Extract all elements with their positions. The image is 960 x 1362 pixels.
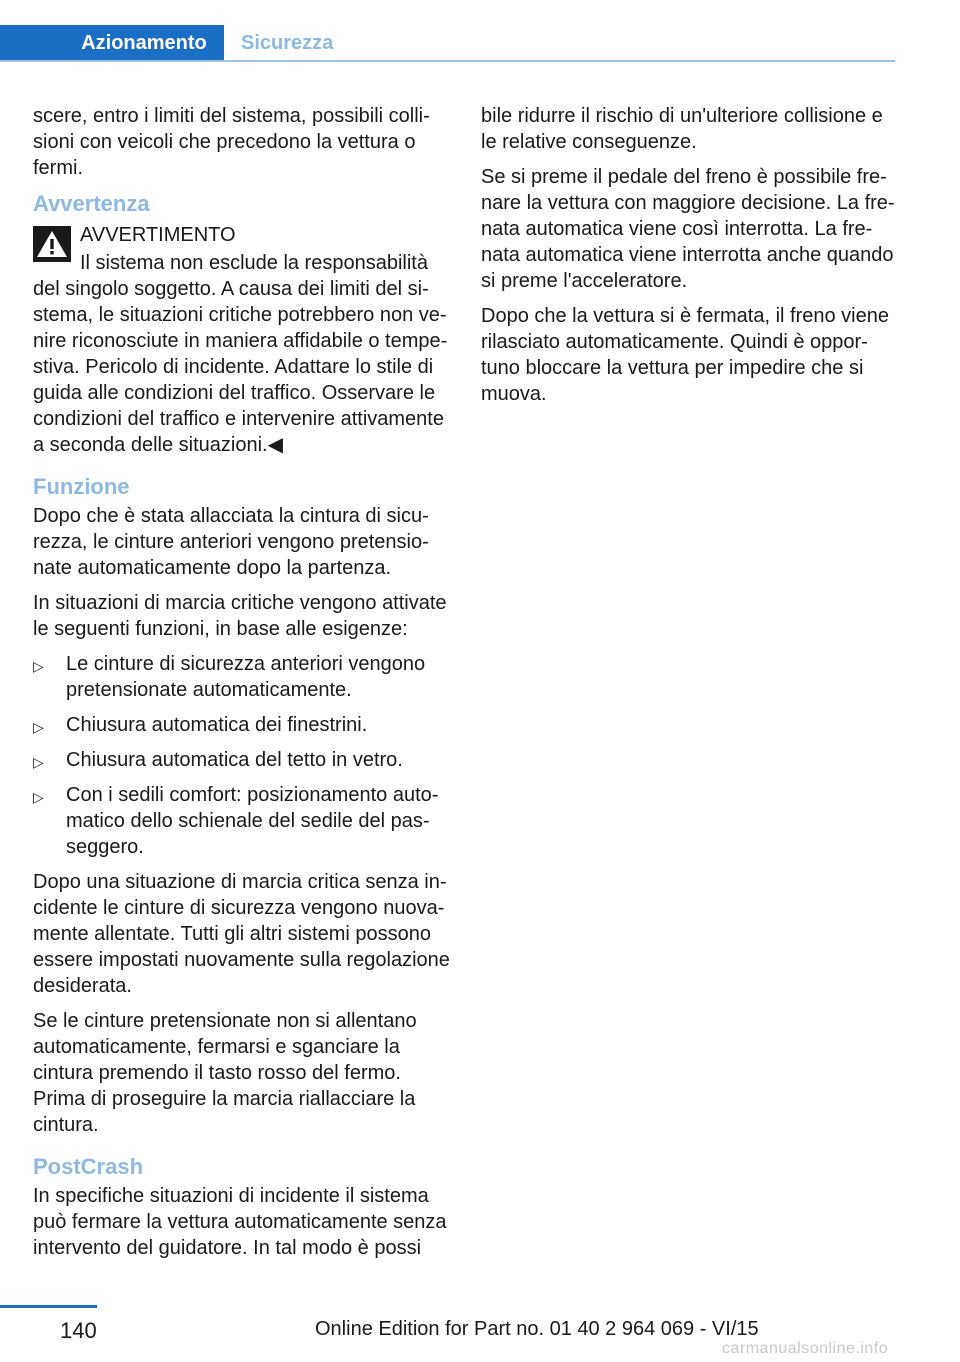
- warning-body: Il sistema non esclude la responsabilità del singolo soggetto. A causa dei limiti del sistema, le situazioni critiche potrebbero non venire riconosciute in maniera affidabile o tempestiva. Pericolo di incidente. Adattare lo stile di guida alle condizioni del traffico. Osservare le condizioni del traffico e intervenire attivamente a seconda delle situazioni.◀: [33, 252, 448, 456]
- bullet-triangle-icon: ▷: [33, 658, 44, 674]
- postcrash-paragraph: In specifiche situazioni di incidente il sistema può fermare la vettura automaticamente senza intervento del guidatore. In tal modo è possi: [33, 1185, 447, 1259]
- right-column: [481, 103, 897, 416]
- tab-sicurezza-label: Sicurezza: [241, 32, 334, 54]
- heading-postcrash: PostCrash: [33, 1154, 144, 1179]
- right-paragraph-2: Se si preme il pedale del freno è possibile frenare la vettura con maggiore decisione. La frenata automatica viene così interrotta. La frenata automatica viene interrotta anche quando si preme l'acceleratore.: [481, 166, 895, 292]
- header-rule: [0, 60, 895, 62]
- tab-sicurezza[interactable]: [241, 25, 333, 62]
- list-item: [33, 782, 451, 860]
- function-list: [33, 651, 451, 860]
- warning-block: [33, 222, 451, 458]
- edition-text: Online Edition for Part no. 01 40 2 964 069 - VI/15: [315, 1318, 759, 1340]
- bullet-triangle-icon: ▷: [33, 719, 44, 735]
- tab-azionamento-label: Azionamento: [81, 32, 207, 54]
- funzione-paragraph-2: In situazioni di marcia critiche vengono attivate le seguenti funzioni, in base alle esigenze:: [33, 592, 447, 640]
- bullet-triangle-icon: ▷: [33, 789, 44, 805]
- list-item-text: Chiusura automatica dei finestrini.: [66, 714, 368, 736]
- right-paragraph-3: Dopo che la vettura si è fermata, il freno viene rilasciato automaticamente. Quindi è opportuno bloccare la vettura per impedire che si muova.: [481, 305, 889, 405]
- list-item-text: Le cinture di sicurezza anteriori vengono pretensionate automaticamente.: [66, 653, 426, 701]
- funzione-paragraph-1: Dopo che è stata allacciata la cintura di sicurezza, le cinture anteriori vengono pretensionate automaticamente dopo la partenza.: [33, 505, 429, 579]
- page-number: 140: [60, 1318, 97, 1343]
- right-paragraph-1: bile ridurre il rischio di un'ulteriore collisione e le relative conseguenze.: [481, 105, 883, 153]
- left-column: [33, 103, 451, 1270]
- warning-title: AVVERTIMENTO: [80, 224, 236, 246]
- bullet-triangle-icon: ▷: [33, 754, 44, 770]
- list-item: [33, 651, 451, 703]
- list-item: [33, 712, 451, 738]
- funzione-paragraph-3: Dopo una situazione di marcia critica senza incidente le cinture di sicurezza vengono nuovamente allentate. Tutti gli altri sistemi possono essere impostati nuovamente sulla regolazione desiderata.: [33, 871, 450, 997]
- heading-avvertenza: Avvertenza: [33, 191, 150, 216]
- funzione-paragraph-4: Se le cinture pretensionate non si allentano automaticamente, fermarsi e sganciare la cintura premendo il tasto rosso del fermo. Prima di proseguire la marcia riallacciare la cintura.: [33, 1010, 417, 1136]
- tab-azionamento[interactable]: [0, 25, 224, 62]
- heading-funzione: Funzione: [33, 474, 130, 499]
- warning-triangle-icon: [33, 226, 71, 262]
- list-item: [33, 747, 451, 773]
- list-item-text: Con i sedili comfort: posizionamento automatico dello schienale del sedile del passeggero.: [66, 784, 439, 858]
- footer-rule: [0, 1305, 97, 1308]
- intro-paragraph: scere, entro i limiti del sistema, possibili collisioni con veicoli che precedono la vettura o fermi.: [33, 105, 430, 179]
- list-item-text: Chiusura automatica del tetto in vetro.: [66, 749, 403, 771]
- watermark: carmanualsonline.info: [722, 1340, 889, 1357]
